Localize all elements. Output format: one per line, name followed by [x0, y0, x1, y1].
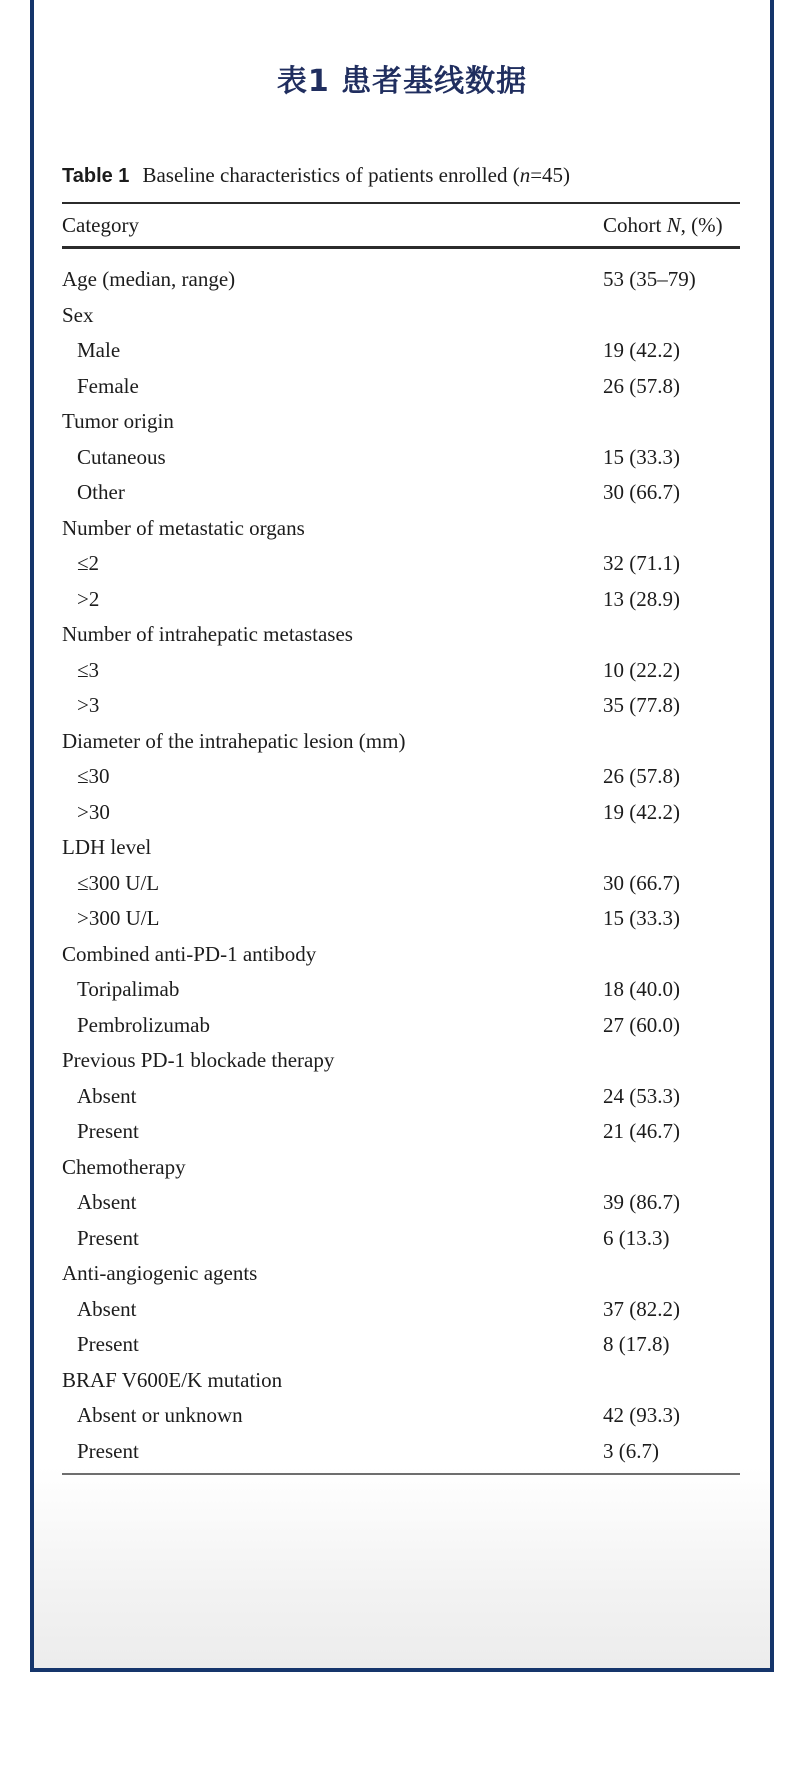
table-row: [62, 1256, 740, 1292]
table-row: [62, 1292, 740, 1328]
row-value: 30 (66.7): [603, 480, 680, 505]
row-category-label: Previous PD-1 blockade therapy: [62, 1048, 335, 1073]
table-row: [62, 333, 740, 369]
table-row: [62, 511, 740, 547]
row-sublabel: Present: [77, 1119, 139, 1144]
row-sublabel: Present: [77, 1332, 139, 1357]
table-row: [62, 830, 740, 866]
table-caption-label: Table 1: [62, 165, 130, 187]
row-value: 30 (66.7): [603, 870, 680, 895]
column-header-category: Category: [62, 212, 139, 237]
row-value: 39 (86.7): [603, 1190, 680, 1215]
table-row: [62, 688, 740, 724]
row-value: 15 (33.3): [603, 444, 680, 469]
table-row: [62, 1185, 740, 1221]
table-row: [62, 440, 740, 476]
row-category-label: LDH level: [62, 835, 152, 860]
row-value: 42 (93.3): [603, 1403, 680, 1428]
row-value: 26 (57.8): [603, 764, 680, 789]
row-sublabel: Toripalimab: [77, 977, 180, 1002]
table-row: [62, 1043, 740, 1079]
table-row: [62, 866, 740, 902]
row-category-label: Diameter of the intrahepatic lesion (mm): [62, 728, 406, 753]
row-category-label: Number of intrahepatic metastases: [62, 622, 353, 647]
row-value: 6 (13.3): [603, 1225, 670, 1250]
row-sublabel: ≤3: [77, 657, 100, 682]
table-row: [62, 901, 740, 937]
row-sublabel: Absent: [77, 1190, 137, 1215]
row-sublabel: ≤30: [77, 764, 110, 789]
row-value: 21 (46.7): [603, 1119, 680, 1144]
row-value: 32 (71.1): [603, 551, 680, 576]
table-row: [62, 546, 740, 582]
table-row: [62, 653, 740, 689]
row-category-label: Anti-angiogenic agents: [62, 1261, 258, 1286]
row-sublabel: Other: [77, 480, 125, 505]
row-value: 19 (42.2): [603, 338, 680, 363]
table-row: [62, 1079, 740, 1115]
table-row: [62, 759, 740, 795]
cohort-n-symbol: N: [666, 212, 681, 237]
row-value: 13 (28.9): [603, 586, 680, 611]
row-sublabel: Female: [77, 373, 139, 398]
row-value: 37 (82.2): [603, 1296, 680, 1321]
table-caption: [62, 162, 752, 189]
table-row: [62, 298, 740, 334]
table-row: [62, 1150, 740, 1186]
table-row: [62, 475, 740, 511]
row-value: 19 (42.2): [603, 799, 680, 824]
table-row: [62, 937, 740, 973]
row-sublabel: ≤300 U/L: [77, 870, 160, 895]
row-sublabel: Absent: [77, 1083, 137, 1108]
row-value: 27 (60.0): [603, 1012, 680, 1037]
table-caption-text: Baseline characteristics of patients enrolled (: [142, 163, 520, 187]
table-row: [62, 1008, 740, 1044]
row-sublabel: Present: [77, 1438, 139, 1463]
table-row: [62, 1363, 740, 1399]
slide-frame: [30, 0, 774, 1672]
table-row: [62, 582, 740, 618]
row-sublabel: >30: [77, 799, 110, 824]
row-sublabel: Present: [77, 1225, 139, 1250]
table-row: [62, 1398, 740, 1434]
table-row: [62, 795, 740, 831]
table-row: [62, 1221, 740, 1257]
row-category-label: Chemotherapy: [62, 1154, 186, 1179]
table-caption-n-symbol: n: [519, 163, 531, 187]
table-caption-n-value: =45): [530, 163, 571, 187]
row-value: 15 (33.3): [603, 906, 680, 931]
row-value: 10 (22.2): [603, 657, 680, 682]
row-sublabel: >3: [77, 693, 100, 718]
page-title: 表1 患者基线数据: [276, 64, 528, 99]
table-row: [62, 617, 740, 653]
row-sublabel: >2: [77, 586, 100, 611]
row-sublabel: Absent or unknown: [77, 1403, 243, 1428]
row-value: 18 (40.0): [603, 977, 680, 1002]
row-value: 26 (57.8): [603, 373, 680, 398]
table-row: [62, 1434, 740, 1470]
table-row: [62, 1114, 740, 1150]
table-row: [62, 262, 740, 298]
table-row: [62, 724, 740, 760]
row-category-label: BRAF V600E/K mutation: [62, 1367, 283, 1392]
row-value: 8 (17.8): [603, 1332, 670, 1357]
row-category-label: Number of metastatic organs: [62, 515, 305, 540]
row-sublabel: Cutaneous: [77, 444, 166, 469]
row-sublabel: Absent: [77, 1296, 137, 1321]
row-category-label: Age (median, range): [62, 267, 236, 292]
table-body: [62, 249, 740, 1475]
column-header-cohort: Cohort N, (%): [603, 212, 723, 237]
row-category-label: Tumor origin: [62, 409, 174, 434]
row-value: 3 (6.7): [603, 1438, 659, 1463]
table-row: [62, 972, 740, 1008]
row-value: 35 (77.8): [603, 693, 680, 718]
table-row: [62, 404, 740, 440]
table-row: [62, 369, 740, 405]
row-value: 53 (35–79): [603, 267, 696, 292]
baseline-characteristics-table: [62, 202, 740, 1475]
row-sublabel: Male: [77, 338, 121, 363]
row-sublabel: >300 U/L: [77, 906, 160, 931]
table-row: [62, 1327, 740, 1363]
row-category-label: Sex: [62, 302, 94, 327]
row-sublabel: Pembrolizumab: [77, 1012, 210, 1037]
row-category-label: Combined anti-PD-1 antibody: [62, 941, 317, 966]
table-header-row: [62, 202, 740, 249]
row-value: 24 (53.3): [603, 1083, 680, 1108]
row-sublabel: ≤2: [77, 551, 100, 576]
